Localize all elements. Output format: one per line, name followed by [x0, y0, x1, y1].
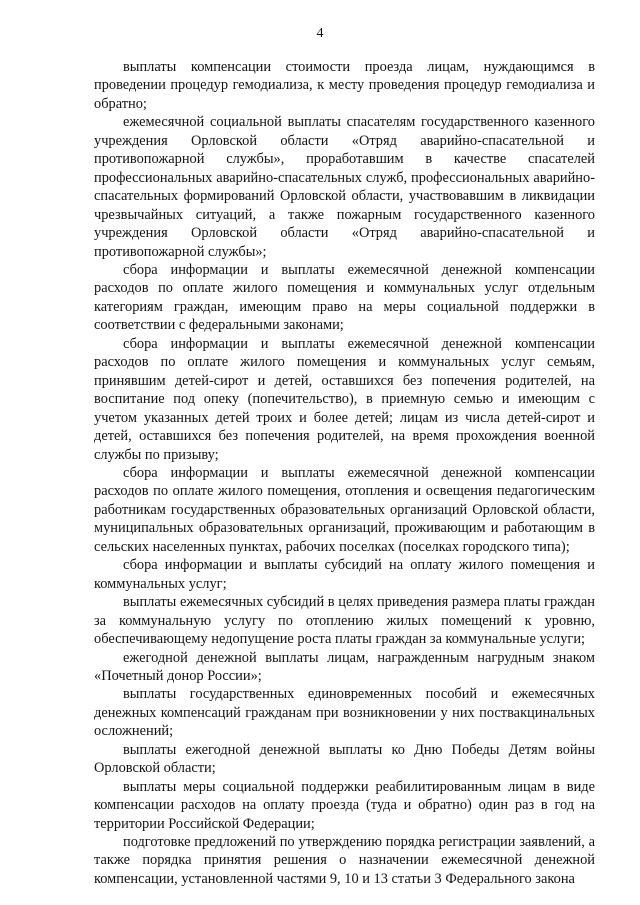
paragraph-hemodialysis-travel: выплаты компенсации стоимости проезда лицам, нуждающимся в проведении процедур гемодиализа, к месту проведения процедур гемодиализа и обратно; — [94, 59, 595, 112]
paragraph-housing-compensation-federal: сбора информации и выплаты ежемесячной денежной компенсации расходов по оплате жилого помещения и коммунальных услуг отдельным категориям граждан, имеющим право на меры социальной поддержки в соответствии с федеральными законами; — [94, 261, 595, 334]
document-body — [94, 58, 595, 888]
paragraph-teachers-compensation: сбора информации и выплаты ежемесячной денежной компенсации расходов по оплате жилого помещения, отопления и освещения педагогическим работникам государственных образовательных организаций Орловской области, муниципальных образовательных организаций, проживающим и работающим в сельских населенных пунктах, рабочих поселках (поселках городского типа); — [94, 464, 595, 555]
paragraph-housing-subsidies: сбора информации и выплаты субсидий на оплату жилого помещения и коммунальных услуг; — [94, 557, 595, 592]
paragraph-registration-procedure: подготовке предложений по утверждению порядка регистрации заявлений, а также порядка принятия решения о назначении ежемесячной денежной компенсации, установленной частями 9, 10 и 13 статьи 3 Федерального закона — [94, 834, 595, 887]
paragraph-honorary-donor: ежегодной денежной выплаты лицам, награжденным нагрудным знаком «Почетный донор России»; — [94, 649, 595, 684]
paragraph-war-children-payment: выплаты ежегодной денежной выплаты ко Дню Победы Детям войны Орловской области; — [94, 741, 595, 777]
paragraph-heating-subsidies: выплаты ежемесячных субсидий в целях приведения размера платы граждан за коммунальную услугу по отоплению жилых помещений к уровню, обеспечивающему недопущение роста платы граждан за коммунальные услуги; — [94, 594, 595, 648]
paragraph-foster-families-compensation: сбора информации и выплаты ежемесячной денежной компенсации расходов по оплате жилого помещения и коммунальных услуг семьям, принявшим детей-сирот и детей, оставшихся без попечения родителей, на воспитание под опеку (попечительство), в приемную семью и имеющим с учетом указанных детей троих и более детей; лицам из числа детей-сирот и детей, оставшихся без попечения родителей, на время прохождения военной службы по призыву; — [94, 335, 595, 463]
paragraph-rehabilitated-travel: выплаты меры социальной поддержки реабилитированным лицам в виде компенсации расходов на оплату проезда (туда и обратно) один раз в год на территории Российской Федерации; — [94, 778, 595, 832]
paragraph-vaccination-complications: выплаты государственных единовременных пособий и ежемесячных денежных компенсаций гражданам при возникновении у них поствакцинальных осложнений; — [94, 686, 595, 740]
paragraph-rescuers-payment: ежемесячной социальной выплаты спасателям государственного казенного учреждения Орловской области «Отряд аварийно-спасательной и противопожарной службы», проработавшим в качестве спасателей профессиональных аварийно-спасательных служб, профессиональных аварийно-спасательных формирований Орловской области, участвовавшим в ликвидации чрезвычайных ситуаций, а также пожарным государственного казенного учреждения Орловской области «Отряд аварийно-спасательной и противопожарной службы»; — [94, 114, 595, 260]
page-number: 4 — [316, 26, 324, 41]
